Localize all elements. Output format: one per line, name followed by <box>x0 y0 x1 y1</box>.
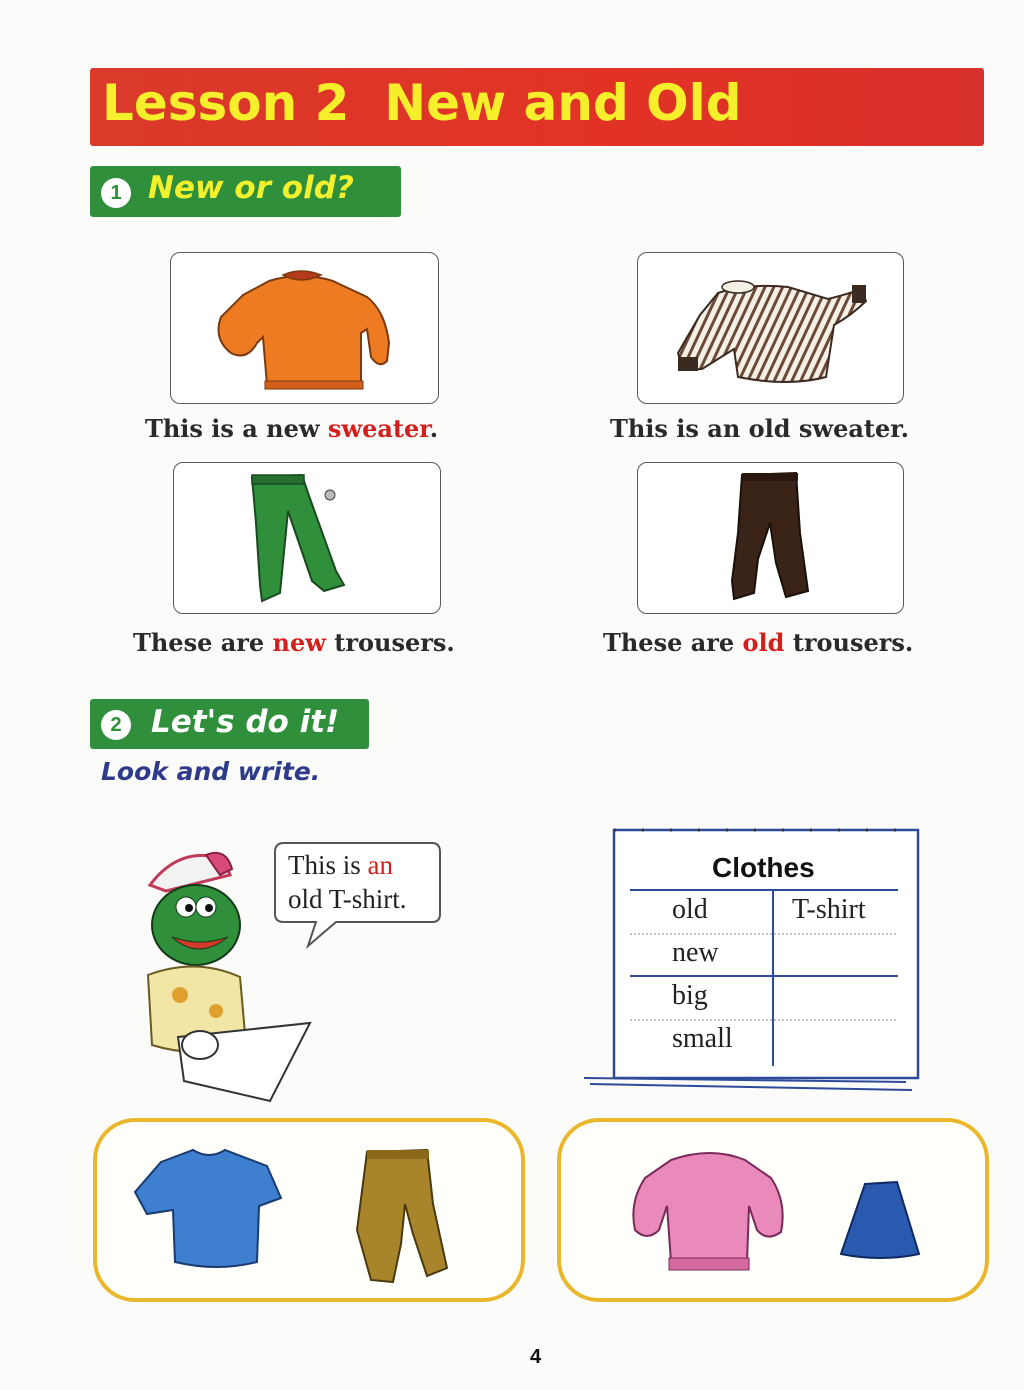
caption-old-sweater: This is an old sweater. <box>610 414 910 443</box>
caption-new-sweater: This is a new sweater. <box>145 414 439 443</box>
orange-sweater-icon <box>171 253 438 403</box>
picture-old-sweater <box>637 252 904 404</box>
table-row-new: new <box>672 937 719 968</box>
caption-new-trousers: These are new trousers. <box>133 628 455 657</box>
table-answer-old: T-shirt <box>792 894 866 925</box>
bubble-text: This is an old T-shirt. <box>288 850 407 914</box>
instruction: Look and write. <box>101 757 321 786</box>
picture-old-trousers <box>637 462 904 614</box>
page-number: 4 <box>530 1346 542 1368</box>
striped-old-sweater-icon <box>638 253 903 403</box>
caption-old-trousers: These are old trousers. <box>603 628 914 657</box>
section2-title: Let's do it! <box>151 704 340 740</box>
green-trousers-icon <box>174 463 440 613</box>
brown-old-trousers-icon <box>638 463 903 613</box>
lesson-title: Lesson 2 New and Old <box>102 74 742 132</box>
clothes-box-left <box>93 1118 525 1302</box>
section1-number: 1 <box>101 178 131 208</box>
section2-number: 2 <box>101 710 131 740</box>
blue-skirt-icon <box>831 1174 931 1274</box>
table-title: Clothes <box>712 852 815 883</box>
picture-new-trousers <box>173 462 441 614</box>
clothes-box-right <box>557 1118 989 1302</box>
table-row-small: small <box>672 1023 733 1054</box>
picture-new-sweater <box>170 252 439 404</box>
table-row-big: big <box>672 980 708 1011</box>
table-row-old: old <box>672 894 708 925</box>
tan-trousers-icon <box>347 1144 467 1294</box>
section1-title: New or old? <box>148 170 354 206</box>
